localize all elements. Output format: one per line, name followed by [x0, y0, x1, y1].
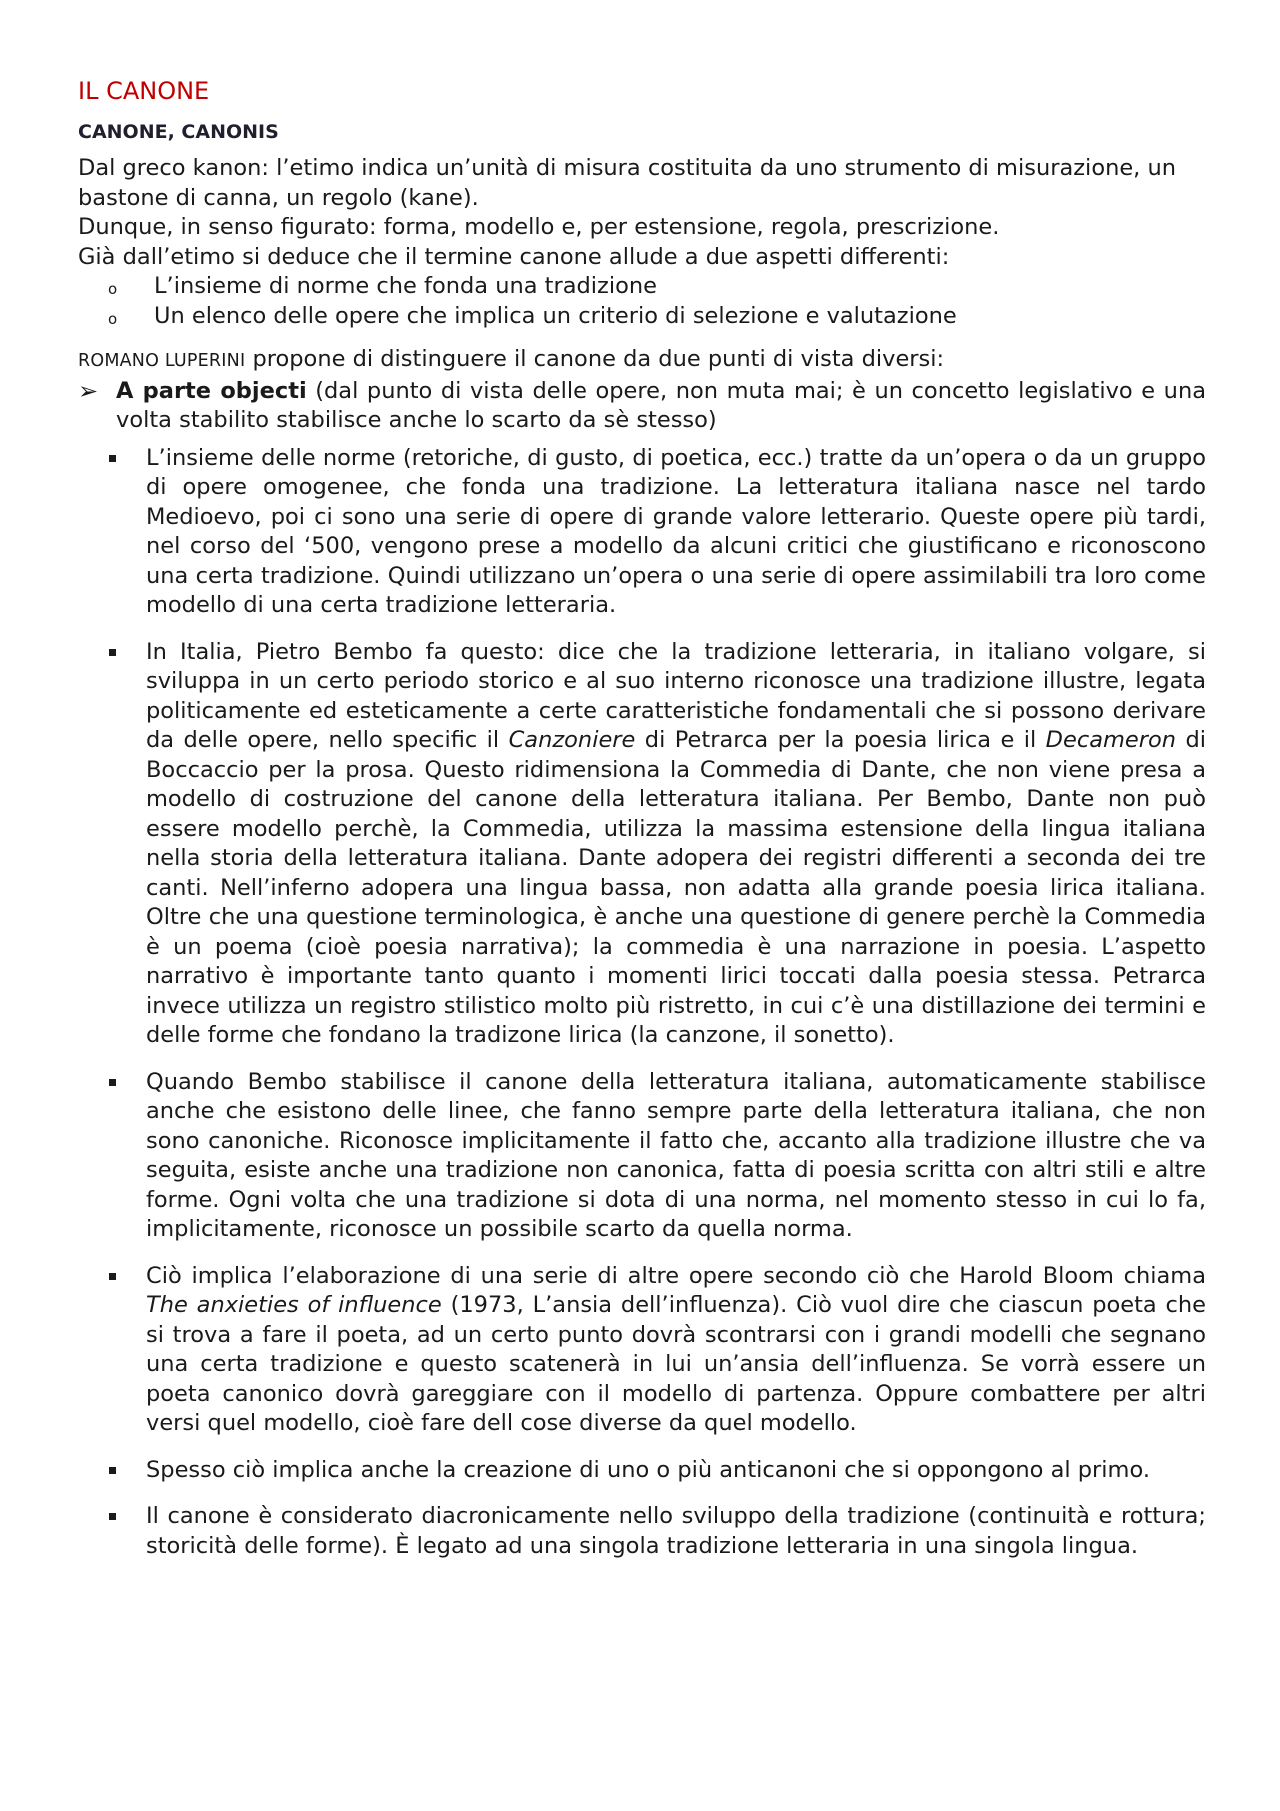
square-bullet-icon	[109, 649, 116, 656]
author-name: ROMANO LUPERINI	[78, 351, 246, 371]
list-item: Ciò implica l’elaborazione di una serie di altre opere secondo ciò che Harold Bloom chiama The anxieties of influence (1973, L’ansia dell’influenza). Ciò vuol dire che ciascun poeta che si trova a fare il poeta, ad un certo punto dovrà scontrarsi con i grandi modelli che segnano una certa tradizione e questo scatenerà in lui un’ansia dell’influenza. Se vorrà essere un poeta canonico dovrà gareggiare con il modello di partenza. Oppure combattere per altri versi quel modello, cioè fare dell cose diverse da quel modello.	[78, 1262, 1206, 1439]
document-title: IL CANONE	[78, 77, 210, 105]
circle-bullet-icon: o	[108, 309, 118, 328]
square-bullet-icon	[109, 1273, 116, 1280]
document-page	[78, 76, 1206, 1578]
objecti-heading: A parte objecti	[116, 377, 307, 404]
square-bullet-icon	[109, 455, 116, 462]
list-item: o Un elenco delle opere che implica un criterio di selezione e valutazione	[78, 302, 1206, 332]
list-item: Il canone è considerato diacronicamente nello sviluppo della tradizione (continuità e rottura; storicità delle forme). È legato ad una singola tradizione letteraria in una singola lingua.	[78, 1502, 1206, 1561]
intro-paragraph-3: Già dall’etimo si deduce che il termine canone allude a due aspetti differenti:	[78, 243, 950, 270]
intro-paragraph-2: Dunque, in senso figurato: forma, modello e, per estensione, regola, prescrizione.	[78, 214, 1000, 240]
square-bullet-icon	[109, 1079, 116, 1086]
intro-paragraph-1: Dal greco kanon: l’etimo indica un’unità di misura costituita da uno strumento di misurazione, un bastone di canna, un regolo (kane).	[78, 155, 1177, 211]
list-item: In Italia, Pietro Bembo fa questo: dice che la tradizione letteraria, in italiano volgare, si sviluppa in un certo periodo storico e al suo interno riconosce una tradizione illustre, legata politicamente ed esteticamente a certe caratteristiche fondamentali che si possono derivare da delle opere, nello specific il Canzoniere di Petrarca per la poesia lirica e il Decameron di Boccaccio per la prosa. Questo ridimensiona la Commedia di Dante, che non viene presa a modello di costruzione del canone della letteratura italiana. Per Bembo, Dante non può essere modello perchè, la Commedia, utilizza la massima estensione della lingua italiana nella storia della letteratura italiana. Dante adopera dei registri differenti a seconda dei tre canti. Nell’inferno adopera una lingua bassa, non adatta alla grande poesia lirica italiana. Oltre che una questione terminologica, è anche una questione di genere perchè la Commedia è un poema (cioè poesia narrativa); la commedia è una narrazione in poesia. L’aspetto narrativo è importante tanto quanto i momenti lirici toccati dalla poesia stessa. Petrarca invece utilizza un registro stilistico molto più ristretto, in cui c’è una distillazione dei termini e delle forme che fondano la tradizone lirica (la canzone, il sonetto).	[78, 638, 1206, 1051]
list-item: Spesso ciò implica anche la creazione di uno o più anticanoni che si oppongono al primo.	[78, 1456, 1206, 1486]
list-item: Quando Bembo stabilisce il canone della letteratura italiana, automaticamente stabilisce anche che esistono delle linee, che fanno sempre parte della letteratura italiana, che non sono canoniche. Riconosce implicitamente il fatto che, accanto alla tradizione illustre che va seguita, esiste anche una tradizione non canonica, fatta di poesia scritta con altri stili e altre forme. Ogni volta che una tradizione si dota di una norma, nel momento stesso in cui lo fa, implicitamente, riconosce un possibile scarto da quella norma.	[78, 1068, 1206, 1245]
section-subtitle: CANONE, CANONIS	[78, 121, 279, 143]
square-bullet-icon	[109, 1513, 116, 1520]
list-item: o L’insieme di norme che fonda una tradizione	[78, 272, 1206, 302]
circle-bullet-icon: o	[108, 280, 118, 298]
objecti-points	[78, 444, 1206, 1562]
luperini-paragraph: ROMANO LUPERINI propone di distinguere il canone da due punti di vista diversi:	[78, 346, 945, 372]
aspects-list	[78, 272, 1206, 331]
objecti-item: ➢ A parte objecti (dal punto di vista delle opere, non muta mai; è un concetto legislativo e una volta stabilito stabilisce anche lo scarto da sè stesso)	[78, 376, 1206, 433]
square-bullet-icon	[109, 1467, 116, 1474]
arrow-bullet-icon: ➢	[78, 376, 99, 405]
list-item: L’insieme delle norme (retoriche, di gusto, di poetica, ecc.) tratte da un’opera o da un gruppo di opere omogenee, che fonda una tradizione. La letteratura italiana nasce nel tardo Medioevo, poi ci sono una serie di opere di grande valore letterario. Queste opere più tardi, nel corso del ‘500, vengono prese a modello da alcuni critici che giustificano e riconoscono una certa tradizione. Quindi utilizzano un’opera o una serie di opere assimilabili tra loro come modello di una certa tradizione letteraria.	[78, 444, 1206, 621]
